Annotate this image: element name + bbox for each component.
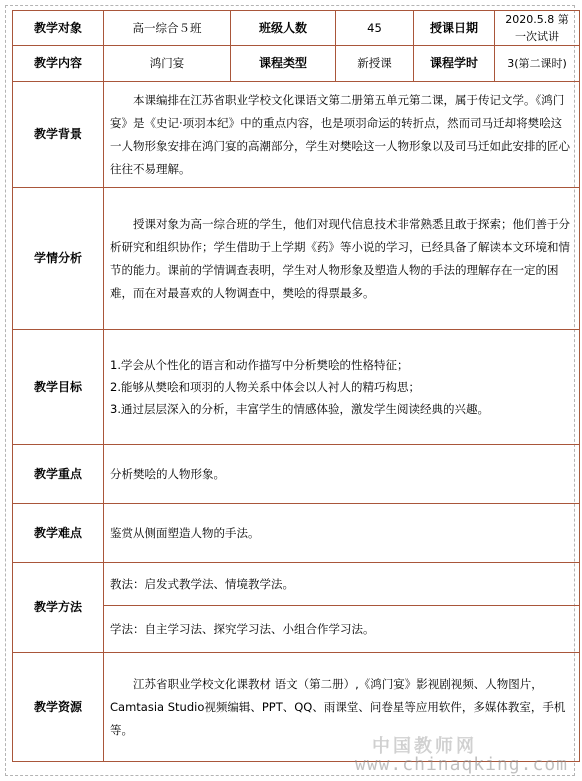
row-class-info	[13, 11, 580, 46]
label-background: 教学背景	[13, 82, 104, 188]
goals-cell	[104, 330, 580, 445]
label-lesson-date: 授课日期	[414, 11, 495, 46]
resources-cell	[104, 653, 580, 762]
watermark-overlay: 中国教师网	[372, 736, 477, 757]
goal-item-3: 3.通过层层深入的分析，丰富学生的情感体验，激发学生阅读经典的兴趣。	[110, 402, 489, 416]
row-resources	[13, 653, 580, 762]
learning-method-text: 学法：自主学习法、探究学习法、小组合作学习法。	[104, 606, 580, 653]
label-course-type: 课程类型	[231, 46, 336, 82]
label-goals: 教学目标	[13, 330, 104, 445]
value-class-size: 45	[336, 11, 414, 46]
row-goals	[13, 330, 580, 445]
value-course-hours: 3(第二课时)	[495, 46, 580, 82]
value-teaching-content: 鸿门宴	[104, 46, 231, 82]
background-text-cell	[104, 82, 580, 188]
teaching-method-text: 教法：启发式教学法、情境教学法。	[104, 563, 580, 606]
value-course-type: 新授课	[336, 46, 414, 82]
lesson-plan-document	[5, 5, 575, 776]
value-lesson-date-line2: 一次试讲	[515, 30, 559, 43]
row-difficulties	[13, 504, 580, 563]
difficulties-text: 鉴赏从侧面塑造人物的手法。	[104, 504, 580, 563]
label-course-hours: 课程学时	[414, 46, 495, 82]
resources-text: 江苏省职业学校文化课教材 语文（第二册）,《鸿门宴》影视剧视频、人物图片，Camtasia Studio视频编辑、PPT、QQ、雨课堂、问卷星等应用软件，多媒体教室，手机等。	[110, 676, 566, 737]
label-teaching-object: 教学对象	[13, 11, 104, 46]
value-lesson-date	[495, 11, 580, 46]
goal-item-2: 2.能够从樊哙和项羽的人物关系中体会以人衬人的精巧构思；	[110, 380, 420, 394]
lesson-plan-table	[12, 10, 580, 762]
row-student-analysis	[13, 188, 580, 330]
goal-item-1: 1.学会从个性化的语言和动作描写中分析樊哙的性格特征；	[110, 358, 409, 372]
row-course-info	[13, 46, 580, 82]
student-analysis-text: 授课对象为高一综合班的学生，他们对现代信息技术非常熟悉且敢于探索；他们善于分析研究和组织协作；学生借助于上学期《药》等小说的学习，已经具备了解读本文环境和情节的能力。课前的学情调查表明，学生对人物形象及塑造人物的手法的理解存在一定的困难，而在对最喜欢的人物调查中，樊哙的得票最多。	[110, 216, 570, 300]
label-methods: 教学方法	[13, 563, 104, 653]
key-points-text: 分析樊哙的人物形象。	[104, 445, 580, 504]
label-teaching-content: 教学内容	[13, 46, 104, 82]
label-difficulties: 教学难点	[13, 504, 104, 563]
value-teaching-object: 高一综合５班	[104, 11, 231, 46]
value-lesson-date-line1: 2020.5.8 第	[505, 13, 569, 26]
label-key-points: 教学重点	[13, 445, 104, 504]
label-class-size: 班级人数	[231, 11, 336, 46]
row-background	[13, 82, 580, 188]
label-student-analysis: 学情分析	[13, 188, 104, 330]
watermark-url: www.chinaqking.com	[354, 754, 568, 775]
label-resources: 教学资源	[13, 653, 104, 762]
student-analysis-cell	[104, 188, 580, 330]
row-key-points	[13, 445, 580, 504]
row-methods-teaching	[13, 563, 580, 606]
background-text: 本课编排在江苏省职业学校文化课语文第二册第五单元第二课，属于传记文学。《鸿门宴》是《史记·项羽本纪》中的重点内容，也是项羽命运的转折点，然而司马迁却将樊哙这一人物形象安排在鸿门宴的高潮部分，学生对樊哙这一人物形象以及司马迁如此安排的匠心往往不易理解。	[110, 92, 570, 176]
